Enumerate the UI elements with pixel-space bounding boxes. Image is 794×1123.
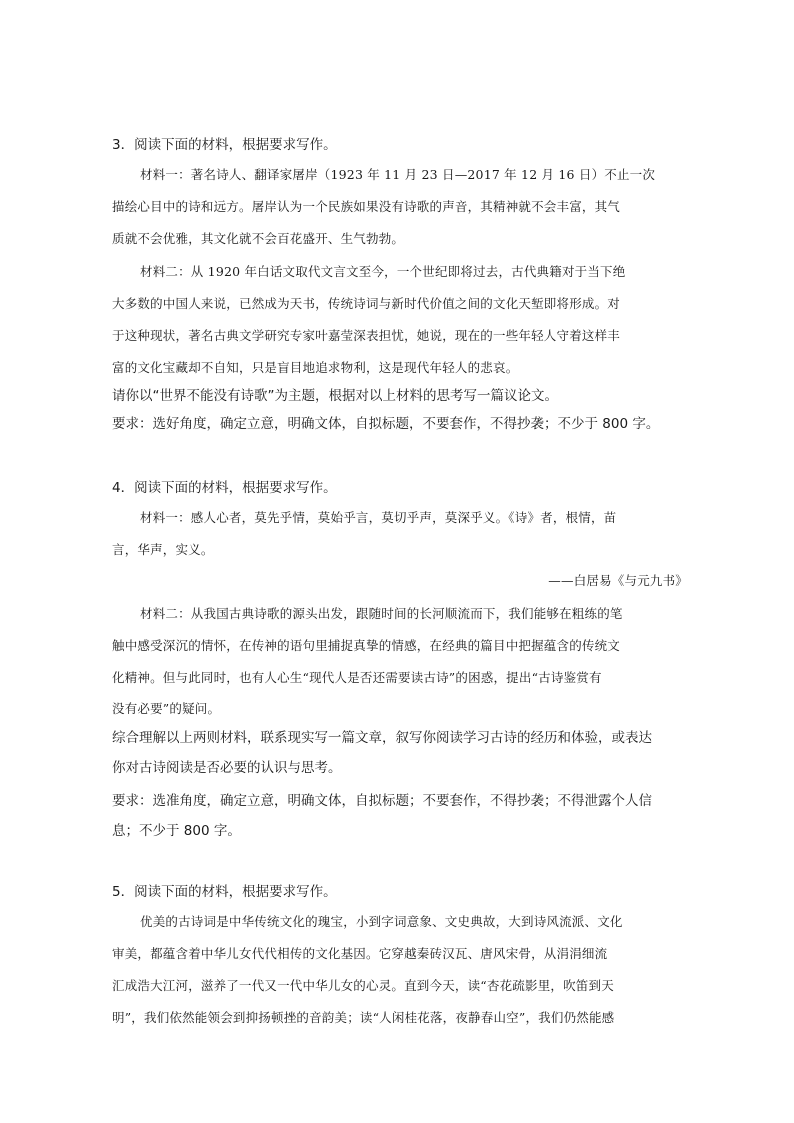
q3-material2-line1: 材料二：从 1920 年白话文取代文言文至今，一个世纪即将过去，古代典籍对于当下绝 <box>140 264 626 279</box>
q4-task-line1: 综合理解以上两则材料，联系现实写一篇文章，叙写你阅读学习古诗的经历和体验，或表达 <box>112 730 652 746</box>
q3-material1-line3: 质就不会优雅，其文化就不会百花盛开、生气勃勃。 <box>112 231 405 246</box>
q4-material1-line1: 材料一：感人心者，莫先乎情，莫始乎言，莫切乎声，莫深乎义。《诗》者，根情，苗 <box>140 510 617 525</box>
q3-title: 3．阅读下面的材料，根据要求写作。 <box>112 137 337 153</box>
q4-material2-line3: 化精神。但与此同时，也有人心生“现代人是否还需要读古诗”的困惑，提出“古诗鉴赏有 <box>112 670 602 685</box>
q5-material-line2: 审美，都蕴含着中华儿女代代相传的文化基因。它穿越秦砖汉瓦、唐风宋骨，从涓涓细流 <box>112 946 608 961</box>
q3-material2-line2: 大多数的中国人来说，已然成为天书，传统诗词与新时代价值之间的文化天堑即将形成。对 <box>112 296 621 311</box>
q3-material1-line1: 材料一：著名诗人、翻译家屠岸（1923 年 11 月 23 日—2017 年 12 月 16 日）不止一次 <box>140 167 656 182</box>
q3-material1-line2: 描绘心目中的诗和远方。屠岸认为一个民族如果没有诗歌的声音，其精神就不会丰富，其气 <box>112 199 621 214</box>
q4-requirement-line2: 息；不少于 800 字。 <box>112 823 241 839</box>
q4-material2-line2: 触中感受深沉的情怀，在传神的语句里捕捉真挚的情感，在经典的篇目中把握蕴含的传统文 <box>112 638 621 653</box>
q5-title: 5．阅读下面的材料，根据要求写作。 <box>112 884 337 900</box>
q5-material-line1: 优美的古诗词是中华传统文化的瑰宝，小到字词意象、文史典故，大到诗风流派、文化 <box>140 914 623 929</box>
q4-title: 4．阅读下面的材料，根据要求写作。 <box>112 480 337 496</box>
q4-material2-line4: 没有必要”的疑问。 <box>112 701 221 716</box>
q4-task-line2: 你对古诗阅读是否必要的认识与思考。 <box>112 760 342 776</box>
q5-material-line3: 汇成浩大江河，滋养了一代又一代中华儿女的心灵。直到今天，读“杏花疏影里，吹笛到天 <box>112 978 614 993</box>
q3-material2-line4: 富的文化宝藏却不自知，只是盲目地追求物利，这是现代年轻人的悲哀。 <box>112 360 519 375</box>
q4-requirement-line1: 要求：选准角度，确定立意，明确文体，自拟标题；不要套作，不得抄袭；不得泄露个人信 <box>112 793 652 809</box>
q3-material2-line3: 于这种现状，著名古典文学研究专家叶嘉莹深表担忧，她说，现在的一些年轻人守着这样丰 <box>112 328 621 343</box>
q3-task: 请你以“世界不能没有诗歌”为主题，根据对以上材料的思考写一篇议论文。 <box>112 388 558 404</box>
q3-requirement: 要求：选好角度，确定立意，明确文体，自拟标题，不要套作，不得抄袭；不少于 800 字。 <box>112 416 660 432</box>
q4-material2-line1: 材料二：从我国古典诗歌的源头出发，跟随时间的长河顺流而下，我们能够在粗练的笔 <box>140 606 623 621</box>
q5-material-line4: 明”，我们依然能领会到抑扬顿挫的音韵美；读“人闲桂花落，夜静春山空”，我们仍然能感 <box>112 1010 615 1025</box>
q4-source: ——白居易《与元九书》 <box>548 573 688 588</box>
q4-material1-line2: 言，华声，实义。 <box>112 542 214 557</box>
